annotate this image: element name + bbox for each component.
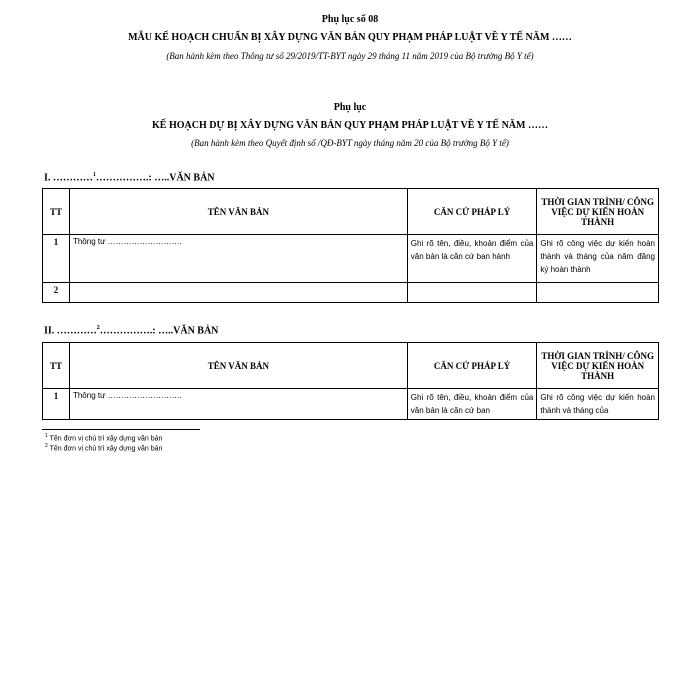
cell-ten: Thông tư ………………………. [69, 235, 407, 283]
table-row [43, 389, 659, 420]
table-header-row [43, 189, 659, 235]
cell-thoi-gian: Ghi rõ công việc dự kiến hoàn thành và tháng của [537, 389, 659, 420]
appendix-subtitle: (Ban hành kèm theo Quyết định số /QĐ-BYT ngày tháng năm 20 của Bộ trưởng Bộ Y tế) [191, 138, 509, 148]
cell-thoi-gian: Ghi rõ công việc dự kiến hoàn thành và tháng của năm đăng ký hoàn thành [537, 235, 659, 283]
cell-tt: 1 [43, 389, 70, 420]
cell-ten [69, 283, 407, 303]
cell-tt: 2 [43, 283, 70, 303]
section-1-table [42, 188, 659, 303]
section-2-heading [44, 325, 218, 336]
footnote-2 [45, 443, 162, 452]
form-subtitle: (Ban hành kèm theo Thông tư số 29/2019/TT-BYT ngày 29 tháng 11 năm 2019 của Bộ trưởng Bộ Y tế) [166, 51, 534, 61]
appendix-title: KẾ HOẠCH DỰ BỊ XÂY DỰNG VĂN BẢN QUY PHẠM PHÁP LUẬT VỀ Y TẾ NĂM …… [152, 120, 548, 131]
footnote-ref-2: 2 [96, 325, 100, 331]
cell-tt: 1 [43, 235, 70, 283]
footnote-number: 1 [45, 433, 48, 439]
footnote-text: Tên đơn vị chủ trì xây dựng văn bản [49, 435, 163, 443]
header-thoi-gian: THỜI GIAN TRÌNH/ CÔNG VIỆC DỰ KIẾN HOÀN THÀNH [537, 343, 659, 389]
header-thoi-gian: THỜI GIAN TRÌNH/ CÔNG VIỆC DỰ KIẾN HOÀN THÀNH [537, 189, 659, 235]
section-2-suffix: …………….: …..VĂN BẢN [99, 325, 219, 337]
table-row [43, 235, 659, 283]
section-1-heading [44, 172, 215, 183]
footnote-1 [45, 433, 162, 442]
header-can-cu: CĂN CỨ PHÁP LÝ [407, 189, 537, 235]
section-2-prefix: II. ………… [44, 325, 97, 337]
table-header-row [43, 343, 659, 389]
header-ten-van-ban: TÊN VĂN BẢN [69, 343, 407, 389]
header-ten-van-ban: TÊN VĂN BẢN [69, 189, 407, 235]
cell-can-cu [407, 283, 537, 303]
section-1-suffix: …………….: …..VĂN BẢN [95, 172, 215, 184]
table-row [43, 283, 659, 303]
header-tt: TT [43, 189, 70, 235]
appendix-label: Phụ lục [333, 102, 367, 113]
footnote-text: Tên đơn vị chủ trì xây dựng văn bản [49, 445, 163, 453]
appendix-number: Phụ lục số 08 [321, 14, 379, 25]
footnote-divider [42, 429, 200, 430]
cell-can-cu: Ghi rõ tên, điều, khoản điểm của văn bản là căn cứ ban [407, 389, 537, 420]
footnote-number: 2 [45, 443, 48, 449]
section-1-prefix: I. ………… [44, 172, 93, 184]
section-2-table [42, 342, 659, 420]
header-tt: TT [43, 343, 70, 389]
cell-thoi-gian [537, 283, 659, 303]
form-title: MẪU KẾ HOẠCH CHUẨN BỊ XÂY DỰNG VĂN BẢN QUY PHẠM PHÁP LUẬT VỀ Y TẾ NĂM …… [128, 32, 572, 43]
header-can-cu: CĂN CỨ PHÁP LÝ [407, 343, 537, 389]
cell-can-cu: Ghi rõ tên, điều, khoản điểm của văn bản là căn cứ ban hành [407, 235, 537, 283]
footnote-ref-1: 1 [92, 172, 96, 178]
cell-ten: Thông tư ………………………. [69, 389, 407, 420]
